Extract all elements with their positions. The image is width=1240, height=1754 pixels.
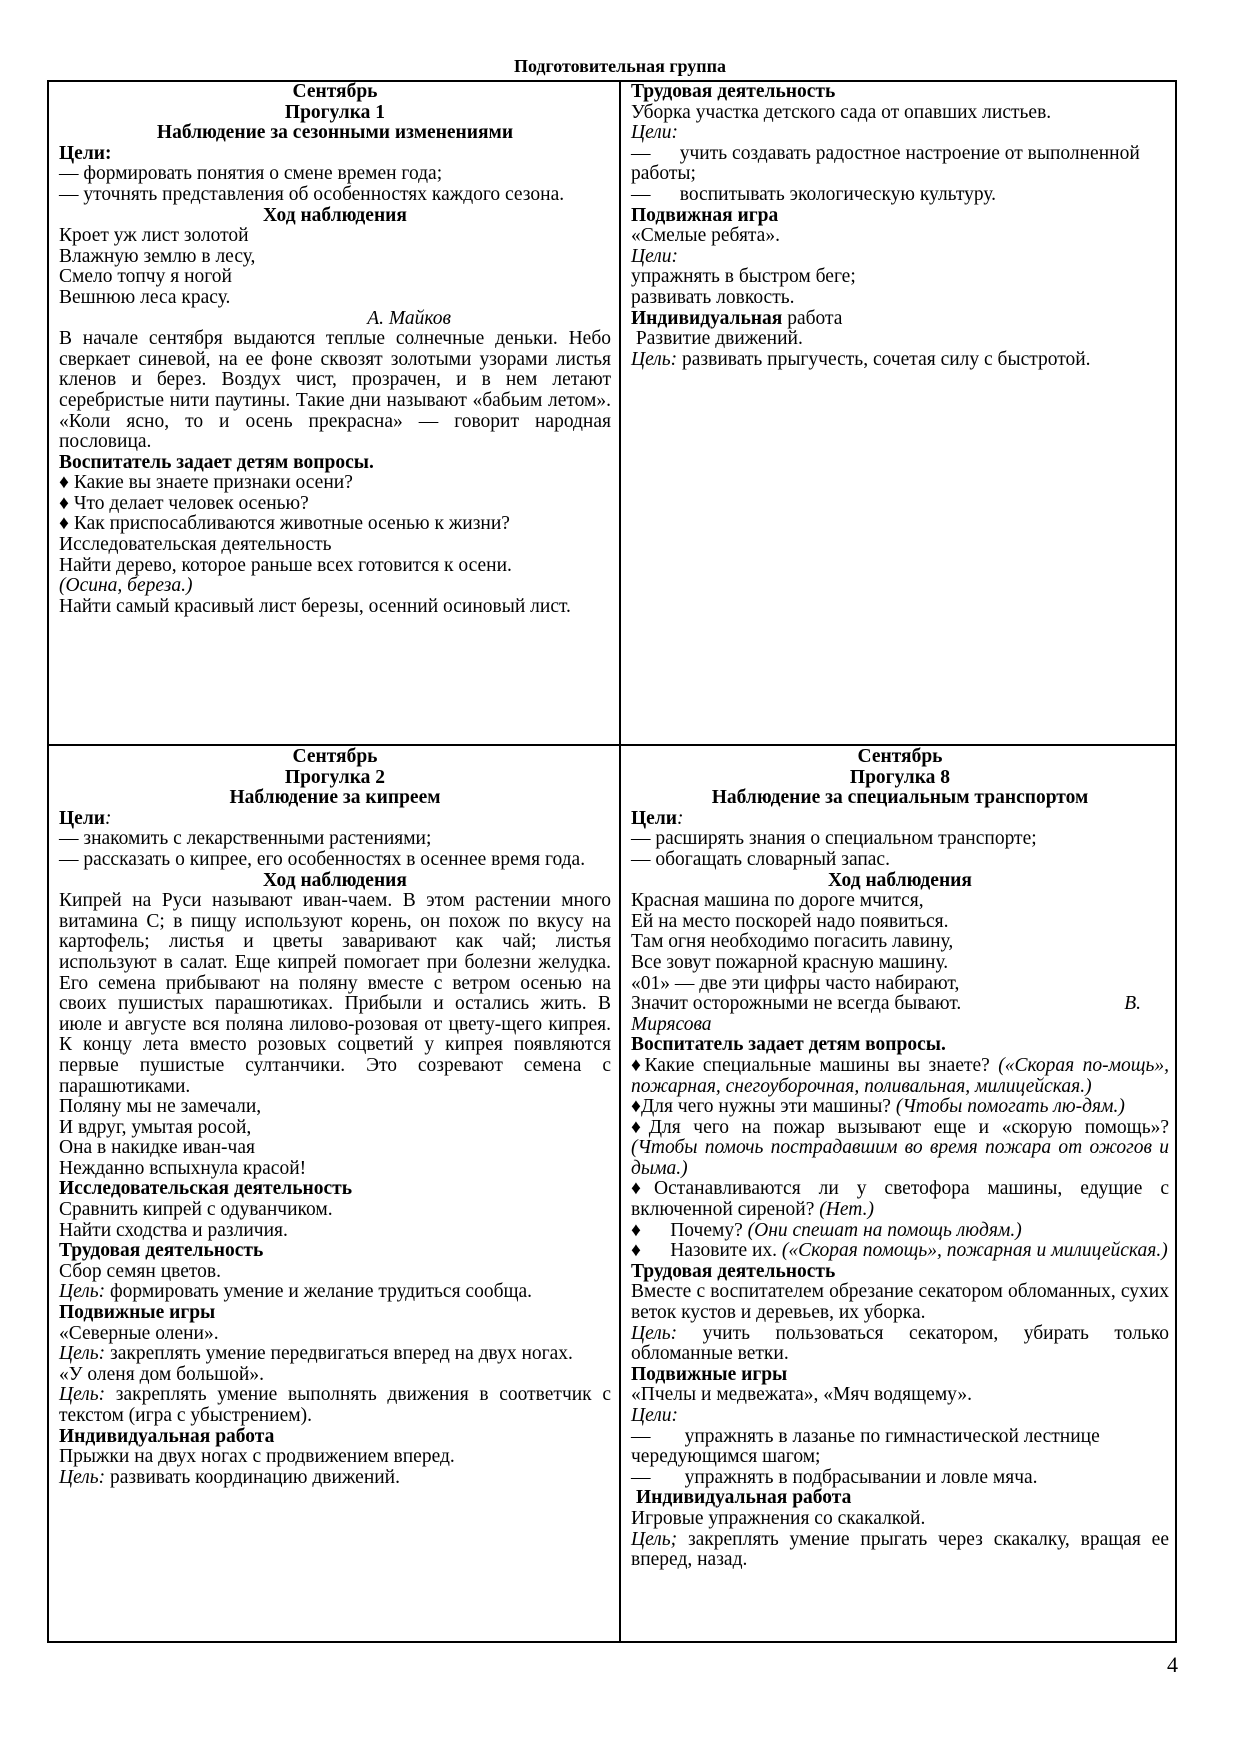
goal-item: — воспитывать экологическую культуру. — [631, 183, 997, 205]
goal-text: закреплять умение выполнять движения в соответчик с текстом (игра с убыстрением). — [59, 1384, 611, 1426]
goal-label: Цель: — [59, 1384, 106, 1406]
cell-walk-2 — [59, 747, 611, 1488]
labor-text: Вместе с воспитателем обрезание секатором обломанных, сухих веток кустов и деревьев, их уборка. — [631, 1281, 1169, 1324]
table-row-divider — [49, 744, 1175, 746]
goals-colon: : — [105, 807, 112, 829]
game-goal-item: — упражнять в лазанье по гимнастической лестнице чередующимся шагом; — [631, 1425, 1105, 1468]
observation-text: В начале сентября выдаются теплые солнечные деньки. Небо сверкает синевой, на ее фоне сквозят золотыми узорами листья кленов и берез. Воздух чист, прозрачен, и в нем летают серебристые нити паутины. Такие дни называют «бабьим летом». «Коли ясно, то и осень прекрасна» — говорит народная пословица. — [59, 328, 611, 453]
goal-label: Цель: — [59, 1466, 106, 1488]
question-text: ♦Какие специальные машины вы знаете? — [631, 1054, 999, 1076]
goal-text: закреплять умение передвигаться вперед на двух ногах. — [105, 1343, 573, 1365]
walk-heading: Прогулка 1 — [284, 101, 386, 123]
question-item: ♦ Как приспосабливаются животные осенью к жизни? — [59, 513, 510, 535]
goal-item: — обогащать словарный запас. — [631, 848, 890, 870]
goal-label: Цель: — [59, 1281, 106, 1303]
labor-text: Сбор семян цветов. — [59, 1260, 221, 1282]
labor-label: Трудовая деятельность — [59, 1240, 264, 1262]
game-name: «У оленя дом большой». — [59, 1363, 264, 1385]
observation-heading: Ход наблюдения — [828, 869, 972, 891]
goal-label: Цель: — [631, 348, 678, 370]
poem-line: Вешнюю леса красу. — [59, 286, 231, 308]
game-goals-label: Цели: — [631, 245, 678, 267]
table-column-divider — [619, 82, 621, 1641]
research-task: Найти дерево, которое раньше всех готовится к осени. — [59, 554, 512, 576]
research-task: Сравнить кипрей с одуванчиком. — [59, 1199, 333, 1221]
labor-text: Уборка участка детского сада от опавших листьев. — [631, 101, 1052, 123]
question-answer: (Чтобы помочь пострадавшим во время пожара от ожогов и дыма.) — [631, 1137, 1169, 1179]
poem-line: Кроет уж лист золотой — [59, 225, 249, 247]
goal-text: учить пользоваться секатором, убирать только обломанные ветки. — [631, 1322, 1169, 1365]
games-label: Подвижные игры — [59, 1302, 216, 1324]
observation-heading: Ход наблюдения — [263, 204, 407, 226]
question-item: ♦ Что делает человек осенью? — [59, 492, 309, 514]
cell-walk-1-continued — [631, 82, 1169, 370]
question-text: ♦ Почему? — [631, 1219, 748, 1241]
goals-label: Цели — [59, 807, 105, 829]
labor-goal-line — [59, 1282, 611, 1303]
goal-text: развивать координацию движений. — [105, 1466, 400, 1488]
labor-label: Трудовая деятельность — [631, 1260, 836, 1282]
walk-heading: Прогулка 8 — [849, 766, 951, 788]
question-answer: (Чтобы помогать лю-дям.) — [895, 1096, 1125, 1118]
observation-text: Кипрей на Руси называют иван-чаем. В этом растении много витамина С; в пищу используют корень, он похож по вкусу на картофель; листья и цветы заваривают как чай; листья используют в салат. Еще кипрей помогает при болезни желудка. Его семена прибывают на поляну вместе с ветром осенью на своих пушистых парашютиках. Прибыли и остались жить. В июле и августе вся поляна лилово-розовая от цвету-щего кипрея. К концу лета вместо розовых соцветий у кипрея появляются первые пушистые султанчики. Это созревают семена с парашютиками. — [59, 890, 611, 1097]
labor-goal-line — [631, 1324, 1169, 1365]
question-item — [631, 1097, 1169, 1118]
individual-label: Индивидуальная работа — [636, 1487, 852, 1509]
game-goal-item: упражнять в быстром беге; — [631, 266, 856, 288]
poem-line: Смело топчу я ногой — [59, 266, 232, 288]
poem-line: Ей на место поскорей надо появиться. — [631, 910, 949, 932]
question-answer: («Скорая по-мощь», пожарная, снегоуборочная, поливальная, милицейская.) — [631, 1054, 1169, 1097]
question-item — [631, 1241, 1169, 1262]
walk-plan-table — [47, 80, 1177, 1643]
individual-label: Индивидуальная — [631, 307, 783, 329]
labor-label: Трудовая деятельность — [631, 81, 836, 102]
page-number: 4 — [1167, 1652, 1178, 1677]
game-goal-item: развивать ловкость. — [631, 286, 795, 308]
goal-item: — расширять знания о специальном транспорте; — [631, 828, 1037, 850]
question-answer: (Они спешат на помощь людям.) — [747, 1219, 1022, 1241]
observation-heading: Ход наблюдения — [263, 869, 407, 891]
individual-label: Индивидуальная работа — [59, 1425, 275, 1447]
research-label: Исследовательская деятельность — [59, 1178, 353, 1200]
research-task: Найти самый красивый лист березы, осенний осиновый лист. — [59, 595, 571, 617]
questions-label: Воспитатель задает детям вопросы. — [631, 1034, 946, 1056]
month-heading: Сентябрь — [292, 746, 378, 767]
individual-label-rest: работа — [782, 307, 843, 329]
page-title: Подготовительная группа — [513, 56, 727, 76]
goal-item: — учить создавать радостное настроение от выполненной работы; — [631, 142, 1145, 185]
cell-walk-8 — [631, 747, 1169, 1571]
goal-item: — формировать понятия о смене времен года; — [59, 163, 443, 185]
question-answer: («Скорая помощь», пожарная и милицейская.) — [781, 1240, 1168, 1262]
goal-label: Цель: — [631, 1322, 678, 1344]
goal-text: закреплять умение прыгать через скакалку, вращая ее вперед, назад. — [631, 1528, 1169, 1571]
poem-line: Поляну мы не замечали, — [59, 1096, 262, 1118]
games-names: «Пчелы и медвежата», «Мяч водящему». — [631, 1384, 973, 1406]
goals-label: Цели — [631, 807, 677, 829]
poem-line: Красная машина по дороге мчится, — [631, 890, 924, 912]
poem-line: Нежданно вспыхнула красой! — [59, 1157, 307, 1179]
poem-line: И вдруг, умытая росой, — [59, 1116, 252, 1138]
individual-goal-line — [631, 1530, 1169, 1571]
goal-item: — уточнять представления об особенностях каждого сезона. — [59, 183, 565, 205]
game-label: Подвижная игра — [631, 204, 779, 226]
question-item — [631, 1118, 1169, 1180]
poem-line: Значит осторожными не всегда бывают. — [631, 993, 962, 1015]
poem-author: А. Майков — [367, 307, 451, 329]
topic-heading: Наблюдение за кипреем — [229, 787, 441, 809]
goals-label-line — [631, 809, 1169, 830]
games-goals-label: Цели: — [631, 1405, 678, 1426]
research-task: Найти сходства и различия. — [59, 1219, 288, 1241]
game-name: «Северные олени». — [59, 1322, 219, 1344]
goal-label: Цель; — [631, 1528, 678, 1550]
questions-label: Воспитатель задает детям вопросы. — [59, 451, 374, 473]
question-text: ♦Для чего нужны эти машины? — [631, 1096, 896, 1118]
research-answer: (Осина, береза.) — [59, 575, 193, 597]
poem-line: Все зовут пожарной красную машину. — [631, 951, 949, 973]
game-goal-item: — упражнять в подбрасывании и ловле мяча. — [631, 1466, 1038, 1488]
poem-line: Она в накидке иван-чая — [59, 1137, 255, 1159]
game-name: «Смелые ребята». — [631, 225, 780, 247]
games-label: Подвижные игры — [631, 1363, 788, 1385]
individual-work-line — [631, 309, 1169, 330]
cell-walk-1 — [59, 82, 611, 617]
goal-text: развивать прыгучесть, сочетая силу с быстротой. — [677, 348, 1091, 370]
poem-line: Влажную землю в лесу, — [59, 245, 256, 267]
poem-line: Там огня необходимо погасить лавину, — [631, 931, 954, 953]
question-text: ♦ Назовите их. — [631, 1240, 782, 1262]
question-item — [631, 1179, 1169, 1220]
game-goal-line — [59, 1344, 611, 1365]
individual-text: Развитие движений. — [631, 328, 803, 350]
question-item: ♦ Какие вы знаете признаки осени? — [59, 472, 353, 494]
goals-colon: : — [677, 807, 684, 829]
goal-label: Цель: — [59, 1343, 106, 1365]
topic-heading: Наблюдение за специальным транспортом — [711, 787, 1089, 809]
walk-heading: Прогулка 2 — [284, 766, 386, 788]
poem-last-line — [631, 994, 1169, 1015]
goals-label: Цели: — [631, 122, 678, 144]
question-answer: (Нет.) — [819, 1199, 874, 1221]
goal-item: — рассказать о кипрее, его особенностях в осеннее время года. — [59, 848, 586, 870]
question-item — [631, 1221, 1169, 1242]
individual-goal-line — [59, 1468, 611, 1489]
question-item — [631, 1056, 1169, 1097]
goal-line — [631, 350, 1169, 371]
poem-author: Мирясова — [631, 1013, 712, 1035]
question-text: ♦Для чего на пожар вызывают еще и «скорую помощь»? — [631, 1116, 1169, 1138]
goal-text: формировать умение и желание трудиться сообща. — [105, 1281, 533, 1303]
topic-heading: Наблюдение за сезонными изменениями — [156, 122, 514, 144]
month-heading: Сентябрь — [292, 81, 378, 102]
goals-label: Цели: — [59, 142, 112, 164]
goal-item: — знакомить с лекарственными растениями; — [59, 828, 432, 850]
research-label: Исследовательская деятельность — [59, 534, 332, 556]
individual-text: Игровые упражнения со скакалкой. — [631, 1507, 926, 1529]
individual-text: Прыжки на двух ногах с продвижением вперед. — [59, 1446, 455, 1468]
month-heading: Сентябрь — [857, 746, 943, 767]
question-text: ♦Останавливаются ли у светофора машины, едущие с включенной сиреной? — [631, 1178, 1169, 1221]
poem-line: «01» — две эти цифры часто набирают, — [631, 972, 960, 994]
poem-author: В. — [1124, 993, 1141, 1015]
goals-label-line — [59, 809, 611, 830]
game-goal-line — [59, 1385, 611, 1426]
